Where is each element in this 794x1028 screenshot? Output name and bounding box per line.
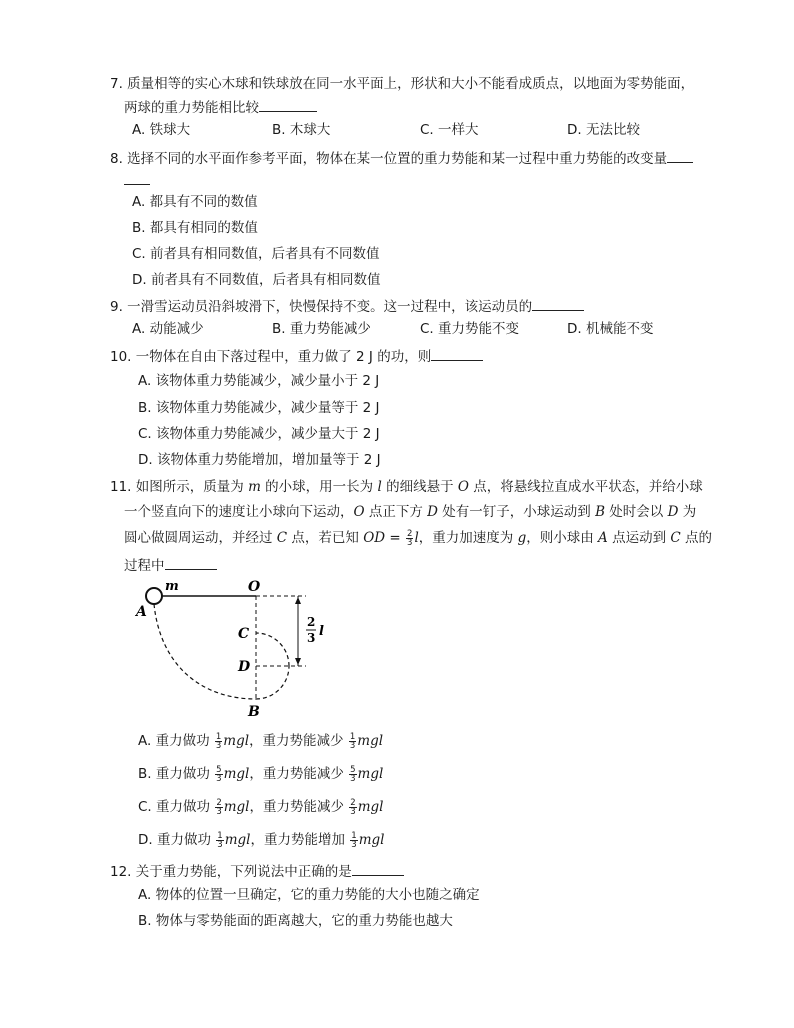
q8-option-a: A. 都具有不同的数值 (132, 194, 258, 210)
option-text: ，重力势能减少 (249, 733, 348, 749)
option-text: B. 重力做功 (138, 766, 215, 782)
option-text: ，重力势能减少 (249, 799, 349, 815)
q10-option-a: A. 该物体重力势能减少，减少量小于 2 J (138, 373, 380, 389)
fraction-numerator: 1 (215, 731, 222, 742)
q12-stem-text: 12. 关于重力势能，下列说法中正确的是 (110, 864, 352, 880)
q8-stem-wrap (124, 170, 150, 191)
answer-blank (667, 148, 693, 163)
q10-option-b: B. 该物体重力势能减少，减少量等于 2 J (138, 400, 380, 416)
q10-option-d: D. 该物体重力势能增加，增加量等于 2 J (138, 452, 381, 468)
var-O: O (353, 504, 365, 520)
fraction (349, 766, 356, 783)
fraction-denominator: 3 (407, 537, 413, 548)
fraction-numerator: 2 (350, 797, 356, 808)
q11-stem-line2 (124, 502, 696, 522)
q11-stem-line4 (124, 555, 217, 576)
arc-b-to-right (256, 666, 289, 699)
var-l: l (414, 530, 419, 546)
var-O: O (457, 479, 469, 495)
q11-text: 为 (678, 504, 697, 520)
fraction-denominator: 3 (215, 740, 222, 751)
option-text: ，重力势能减少 (249, 766, 349, 782)
option-text: A. 重力做功 (138, 733, 214, 749)
fraction (349, 799, 356, 816)
fraction (215, 799, 222, 816)
q11-text: 处时会以 (605, 504, 668, 520)
var-mgl: mgl (357, 733, 384, 749)
var-g: g (517, 530, 527, 546)
var-mgl: mgl (223, 799, 250, 815)
q9-option-b: B. 重力势能减少 (272, 321, 371, 337)
var-mgl: mgl (357, 766, 384, 782)
answer-blank (431, 346, 483, 361)
q11-text: 一个竖直向下的速度让小球向下运动， (124, 504, 354, 520)
var-OD: OD (363, 530, 386, 546)
q11-option-b (138, 764, 383, 784)
label-D: D (238, 659, 251, 675)
q9-options (0, 319, 794, 339)
fraction-numerator: 2 (407, 528, 413, 539)
q11-option-a (138, 731, 383, 751)
fraction-denominator: 3 (216, 773, 222, 784)
q8-option-d: D. 前者具有不同数值，后者具有相同数值 (132, 272, 381, 288)
option-text: ，重力势能增加 (250, 832, 350, 848)
fraction (406, 530, 413, 547)
fraction (215, 766, 222, 783)
var-mgl: mgl (223, 766, 250, 782)
fraction-numerator: 1 (349, 731, 356, 742)
var-mgl: mgl (223, 733, 250, 749)
q11-option-c (138, 797, 383, 817)
label-m: m (165, 579, 179, 594)
answer-blank (259, 97, 317, 112)
label-A: A (136, 604, 147, 620)
q7-option-b: B. 木球大 (272, 122, 331, 138)
label-C: C (238, 626, 250, 642)
fraction (216, 832, 223, 849)
var-mgl: mgl (358, 832, 385, 848)
label-O: O (248, 579, 261, 595)
equals-sign: = (385, 530, 406, 546)
q11-text: 的小球，用一长为 (260, 479, 378, 495)
ball (146, 588, 162, 604)
q11-text: 圆心做圆周运动，并经过 (124, 530, 277, 546)
answer-blank (532, 296, 584, 311)
q7-stem-text: 两球的重力势能相比较 (124, 100, 259, 116)
answer-blank-continued (124, 170, 150, 185)
q9-stem (110, 296, 584, 317)
q10-stem-text: 10. 一物体在自由下落过程中，重力做了 2 J 的功，则 (110, 349, 432, 365)
q11-text: ，重力加速度为 (418, 530, 518, 546)
q11-option-d (138, 830, 384, 850)
q10-stem (110, 346, 483, 367)
fraction-numerator: 5 (216, 764, 222, 775)
fraction-denominator: 3 (349, 740, 356, 751)
var-C: C (670, 530, 681, 546)
q11-text: 处有一钉子，小球运动到 (438, 504, 596, 520)
q11-text: 点运动到 (607, 530, 671, 546)
q11-text: 点正下方 (364, 504, 428, 520)
q8-stem (110, 148, 693, 169)
var-A: A (598, 530, 608, 546)
dim-l: l (319, 624, 324, 639)
fraction-denominator: 3 (216, 806, 222, 817)
q8-stem-text: 8. 选择不同的水平面作参考平面，物体在某一位置的重力势能和某一过程中重力势能的改变量 (110, 151, 668, 167)
dimension-arrow-bottom (295, 658, 301, 665)
q7-option-a: A. 铁球大 (132, 122, 191, 138)
fraction (350, 832, 357, 849)
q7-stem-line2 (124, 97, 317, 118)
q11-text: 点的 (680, 530, 713, 546)
fraction (215, 733, 222, 750)
q11-text: ，则小球由 (526, 530, 599, 546)
q9-option-c: C. 重力势能不变 (420, 321, 520, 337)
dimension-arrow-top (295, 597, 301, 604)
var-D: D (667, 504, 679, 520)
answer-blank (165, 555, 217, 570)
var-mgl: mgl (224, 832, 251, 848)
q12-option-a: A. 物体的位置一旦确定，它的重力势能的大小也随之确定 (138, 887, 480, 903)
q11-text: 过程中 (124, 558, 165, 574)
q7-option-d: D. 无法比较 (567, 122, 640, 138)
fraction-denominator: 3 (350, 773, 356, 784)
var-l: l (377, 479, 382, 495)
q12-stem (110, 861, 404, 882)
fraction-denominator: 3 (351, 839, 357, 850)
fraction-numerator: 1 (351, 830, 357, 841)
q11-text: 11. 如图所示，质量为 (110, 479, 249, 495)
fraction-denominator: 3 (217, 839, 223, 850)
q8-option-b: B. 都具有相同的数值 (132, 220, 258, 236)
q11-stem-line3 (124, 528, 712, 548)
q7-options (0, 120, 794, 140)
fraction (349, 733, 356, 750)
option-text: C. 重力做功 (138, 799, 215, 815)
q9-option-d: D. 机械能不变 (567, 321, 654, 337)
q9-option-a: A. 动能减少 (132, 321, 204, 337)
q11-text: 的细线悬于 (381, 479, 458, 495)
q9-stem-text: 9. 一滑雪运动员沿斜坡滑下，快慢保持不变。这一过程中，该运动员的 (110, 299, 533, 315)
var-m: m (248, 479, 261, 495)
option-text: D. 重力做功 (138, 832, 216, 848)
q8-option-c: C. 前者具有相同数值，后者具有不同数值 (132, 246, 380, 262)
q10-option-c: C. 该物体重力势能减少，减少量大于 2 J (138, 426, 380, 442)
var-D: D (427, 504, 438, 520)
var-mgl: mgl (357, 799, 384, 815)
var-C: C (276, 530, 288, 546)
q11-text: 点，将悬线拉直成水平状态，并给小球 (468, 479, 703, 495)
q11-text: 点，若已知 (287, 530, 364, 546)
dim-denominator: 3 (307, 631, 316, 645)
fraction-denominator: 3 (350, 806, 356, 817)
pendulum-figure (130, 574, 340, 722)
q12-option-b: B. 物体与零势能面的距离越大，它的重力势能也越大 (138, 913, 453, 929)
var-B: B (595, 504, 606, 520)
dim-numerator: 2 (307, 615, 316, 629)
q11-stem-line1 (110, 477, 703, 497)
q7-option-c: C. 一样大 (420, 122, 479, 138)
answer-blank (352, 861, 404, 876)
fraction-numerator: 2 (216, 797, 222, 808)
arc-right-to-c (256, 633, 289, 666)
arc-a-to-b (154, 604, 256, 699)
q7-stem-line1: 7. 质量相等的实心木球和铁球放在同一水平面上，形状和大小不能看成质点，以地面为零势能面， (110, 76, 695, 92)
fraction-numerator: 5 (350, 764, 356, 775)
fraction-numerator: 1 (217, 830, 223, 841)
label-B: B (248, 704, 260, 720)
